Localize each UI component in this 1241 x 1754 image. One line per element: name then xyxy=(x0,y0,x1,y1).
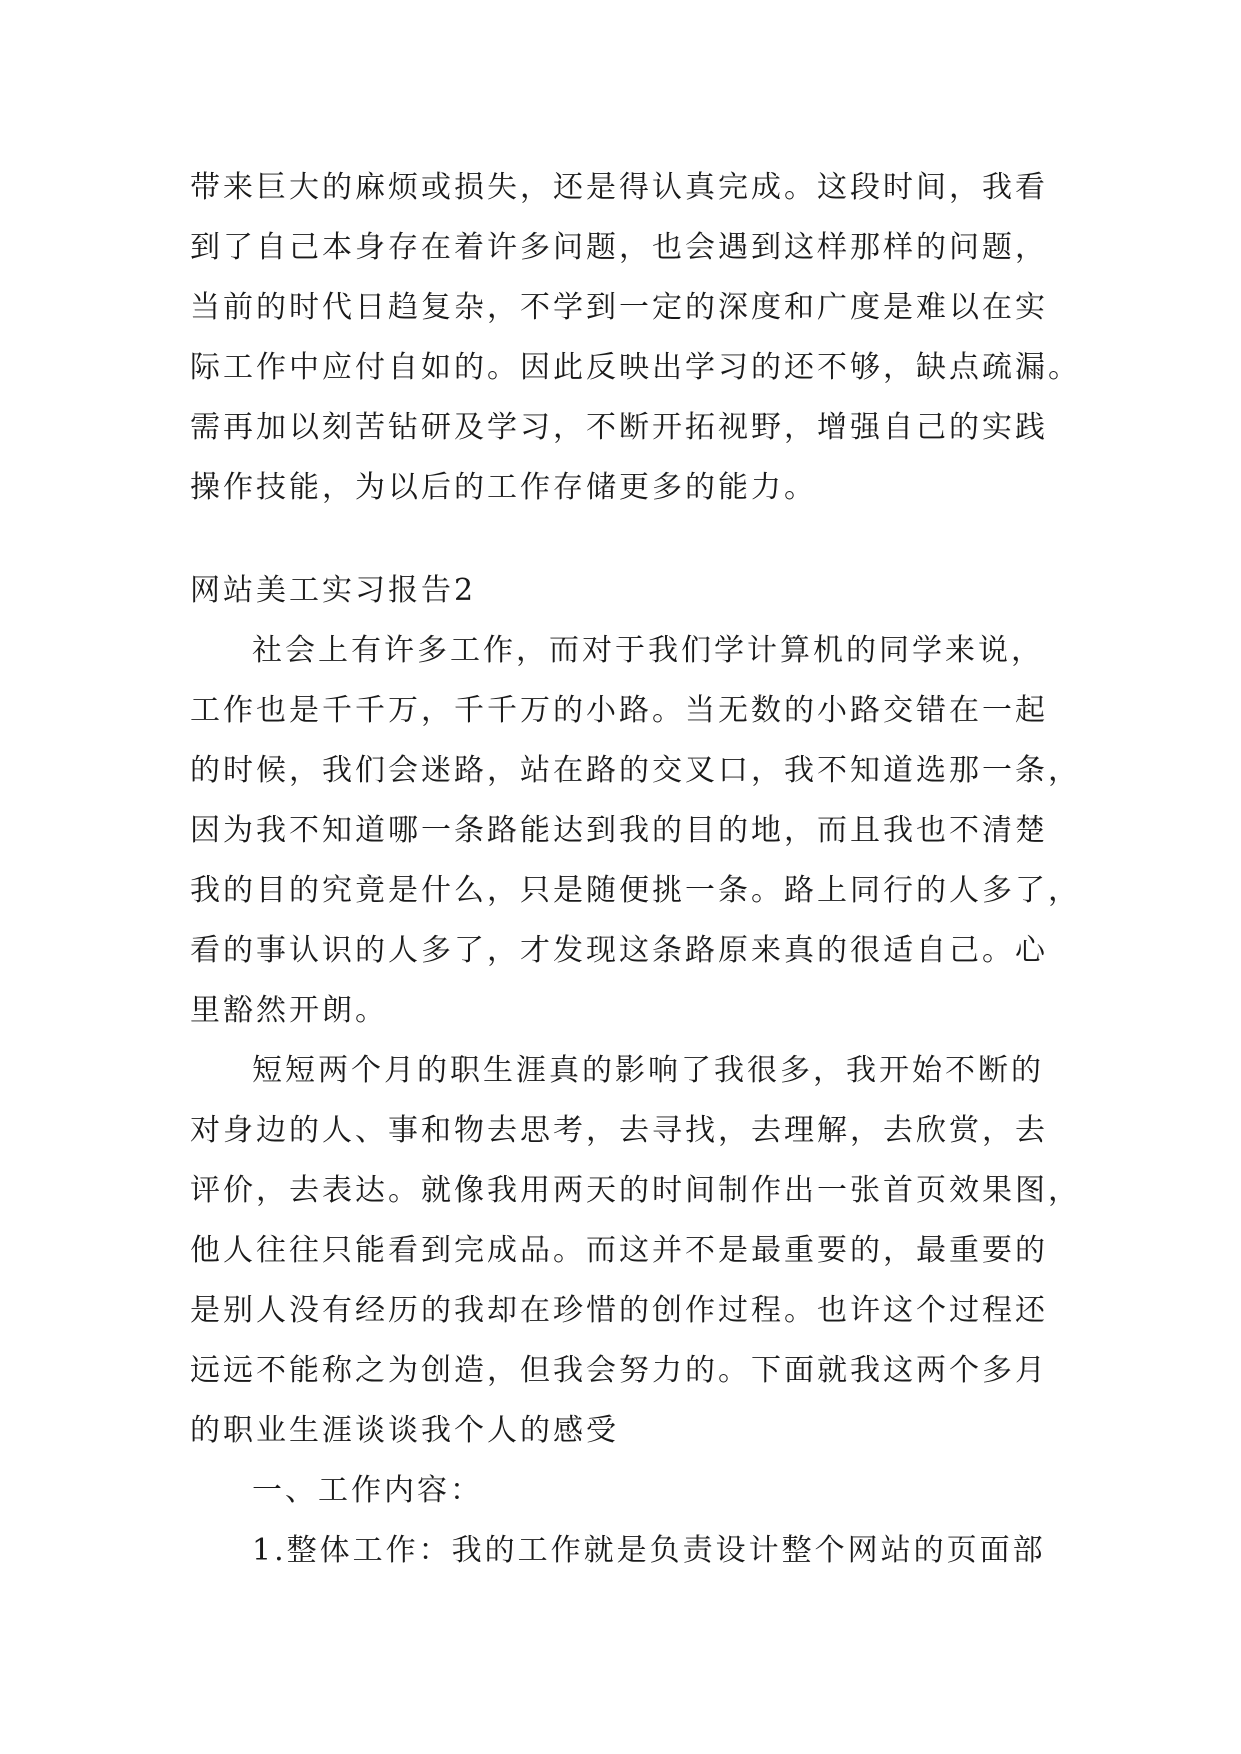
text-line: 当前的时代日趋复杂，不学到一定的深度和广度是难以在实 xyxy=(190,290,1048,325)
text-line: 评价，去表达。就像我用两天的时间制作出一张首页效果图， xyxy=(190,1173,1081,1208)
list-item: 1.整体工作：我的工作就是负责设计整个网站的页面部 xyxy=(252,1533,1046,1568)
subsection-title: 一、工作内容： xyxy=(252,1473,483,1508)
text-line: 到了自己本身存在着许多问题，也会遇到这样那样的问题， xyxy=(190,230,1048,265)
text-line: 的时候，我们会迷路，站在路的交叉口，我不知道选那一条， xyxy=(190,753,1081,788)
text-line: 我的目的究竟是什么，只是随便挑一条。路上同行的人多了， xyxy=(190,873,1081,908)
text-line: 社会上有许多工作，而对于我们学计算机的同学来说， xyxy=(252,633,1044,668)
text-line: 操作技能，为以后的工作存储更多的能力。 xyxy=(190,470,817,505)
text-line: 看的事认识的人多了，才发现这条路原来真的很适自己。心 xyxy=(190,933,1048,968)
text-line: 短短两个月的职生涯真的影响了我很多，我开始不断的 xyxy=(252,1053,1044,1088)
text-line: 带来巨大的麻烦或损失，还是得认真完成。这段时间，我看 xyxy=(190,170,1048,205)
text-line: 里豁然开朗。 xyxy=(190,993,388,1028)
text-line: 是别人没有经历的我却在珍惜的创作过程。也许这个过程还 xyxy=(190,1293,1048,1328)
text-line: 工作也是千千万，千千万的小路。当无数的小路交错在一起 xyxy=(190,693,1048,728)
text-line: 际工作中应付自如的。因此反映出学习的还不够，缺点疏漏。 xyxy=(190,350,1081,385)
text-line: 需再加以刻苦钻研及学习，不断开拓视野，增强自己的实践 xyxy=(190,410,1048,445)
paragraph-continued xyxy=(190,158,1081,518)
text-line: 远远不能称之为创造，但我会努力的。下面就我这两个多月 xyxy=(190,1353,1048,1388)
section-heading: 网站美工实习报告2 xyxy=(190,573,477,608)
spacer xyxy=(190,518,1060,561)
paragraph-2 xyxy=(190,1041,1081,1461)
text-line: 对身边的人、事和物去思考，去寻找，去理解，去欣赏，去 xyxy=(190,1113,1048,1148)
text-line: 因为我不知道哪一条路能达到我的目的地，而且我也不清楚 xyxy=(190,813,1048,848)
text-line: 他人往往只能看到完成品。而这并不是最重要的，最重要的 xyxy=(190,1233,1048,1268)
text-line: 的职业生涯谈谈我个人的感受 xyxy=(190,1413,619,1448)
document-body xyxy=(190,158,1081,1581)
paragraph-1 xyxy=(190,621,1081,1041)
